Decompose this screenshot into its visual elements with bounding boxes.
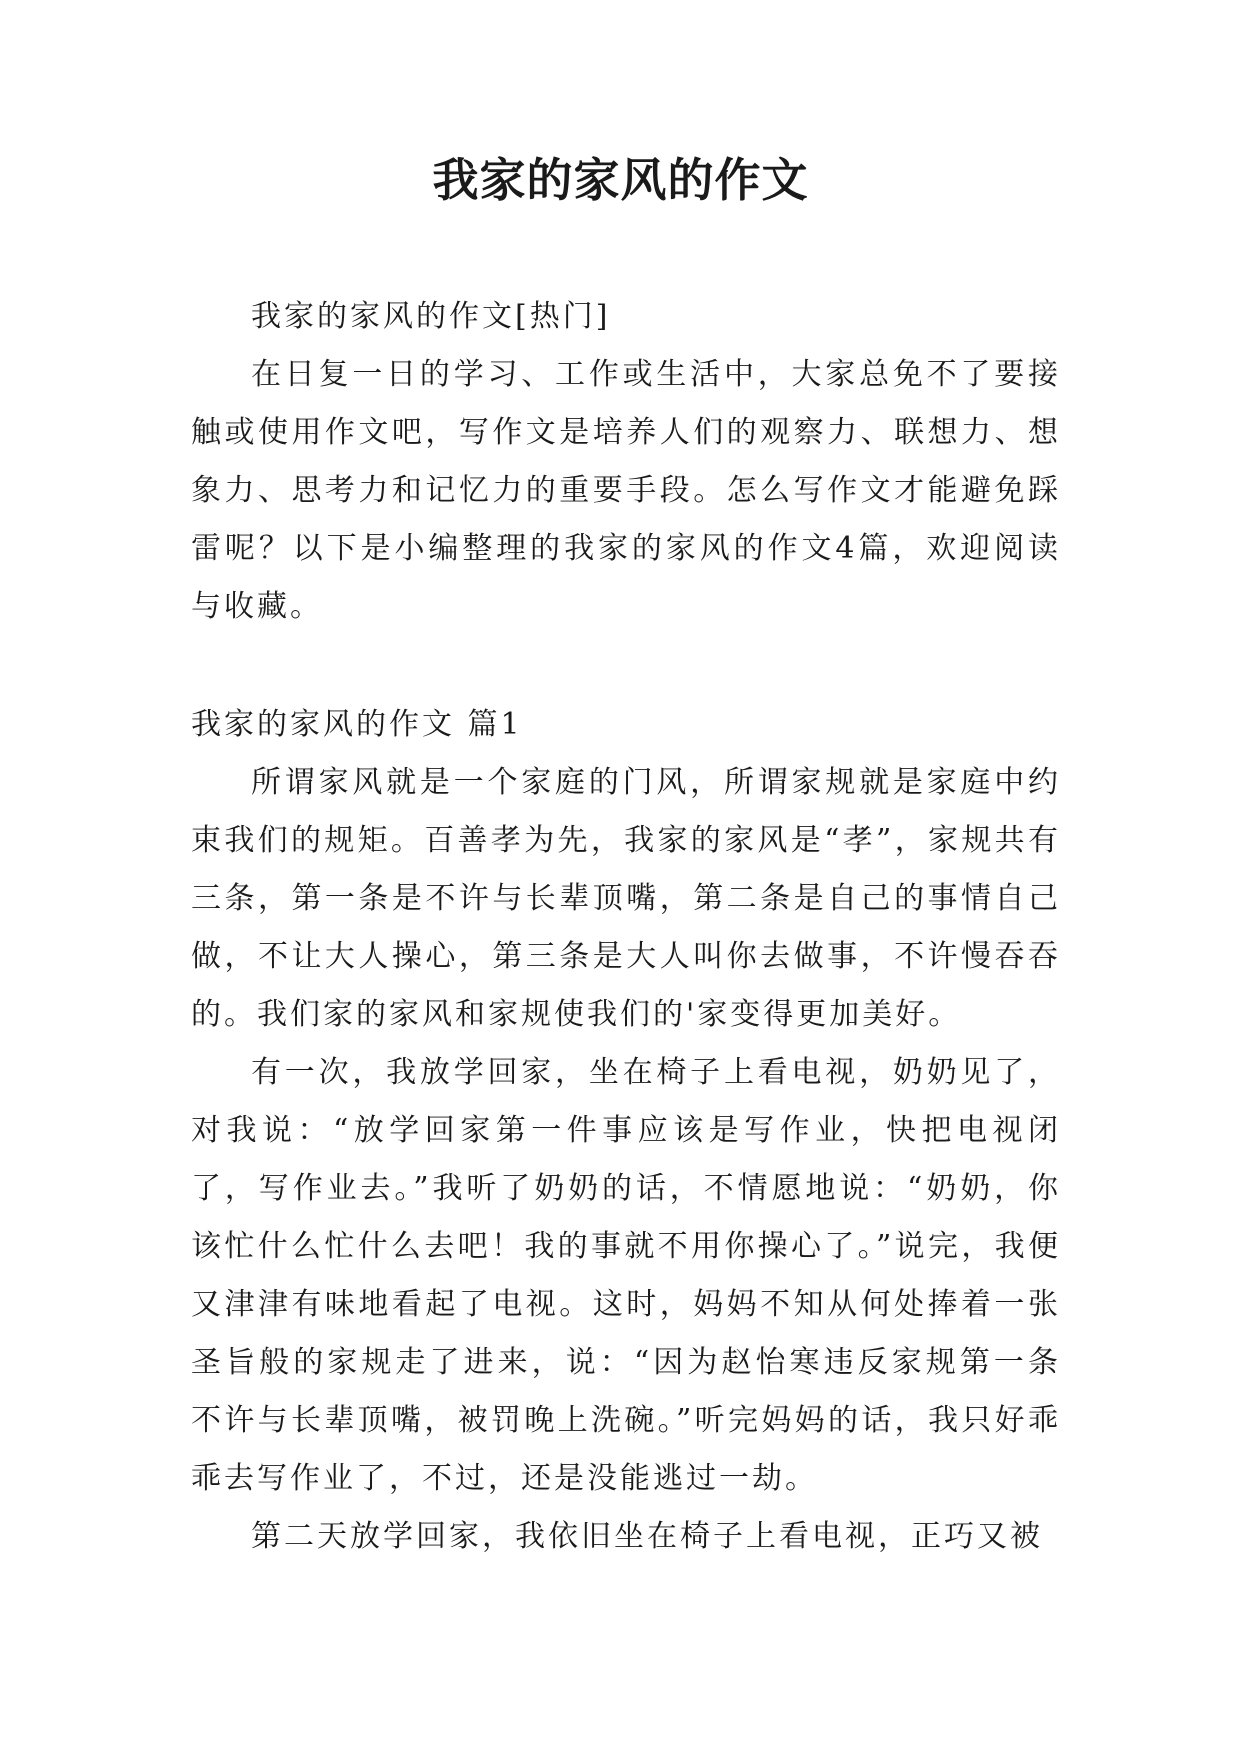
body-paragraph: 有一次，我放学回家，坐在椅子上看电视，奶奶见了，对我说：“放学回家第一件事应该是写作业，快把电视闭了，写作业去。”我听了奶奶的话，不情愿地说：“奶奶，你该忙什么忙什么去吧！我的事就不用你操心了。”说完，我便又津津有味地看起了电视。这时，妈妈不知从何处捧着一张圣旨般的家规走了进来，说：“因为赵怡寒违反家规第一条不许与长辈顶嘴，被罚晚上洗碗。”听完妈妈的话，我只好乖乖去写作业了，不过，还是没能逃过一劫。 bbox=[191, 1055, 1061, 1496]
document-title: 我家的家风的作文 bbox=[432, 153, 809, 207]
section-heading: 我家的家风的作文 篇1 bbox=[191, 707, 523, 742]
body-paragraph: 所谓家风就是一个家庭的门风，所谓家规就是家庭中约束我们的规矩。百善孝为先，我家的家风是“孝”，家规共有三条，第一条是不许与长辈顶嘴，第二条是自己的事情自己做，不让大人操心，第三条是大人叫你去做事，不许慢吞吞的。我们家的家风和家规使我们的'家变得更加美好。 bbox=[191, 765, 1061, 1032]
document-body bbox=[191, 288, 1061, 1566]
body-paragraph: 第二天放学回家，我依旧坐在椅子上看电视，正巧又被 bbox=[251, 1519, 1043, 1554]
intro-paragraph: 在日复一日的学习、工作或生活中，大家总免不了要接触或使用作文吧，写作文是培养人们的观察力、联想力、想象力、思考力和记忆力的重要手段。怎么写作文才能避免踩雷呢？以下是小编整理的我家的家风的作文4篇，欢迎阅读与收藏。 bbox=[191, 357, 1061, 624]
document-subtitle: 我家的家风的作文[热门] bbox=[251, 299, 611, 334]
